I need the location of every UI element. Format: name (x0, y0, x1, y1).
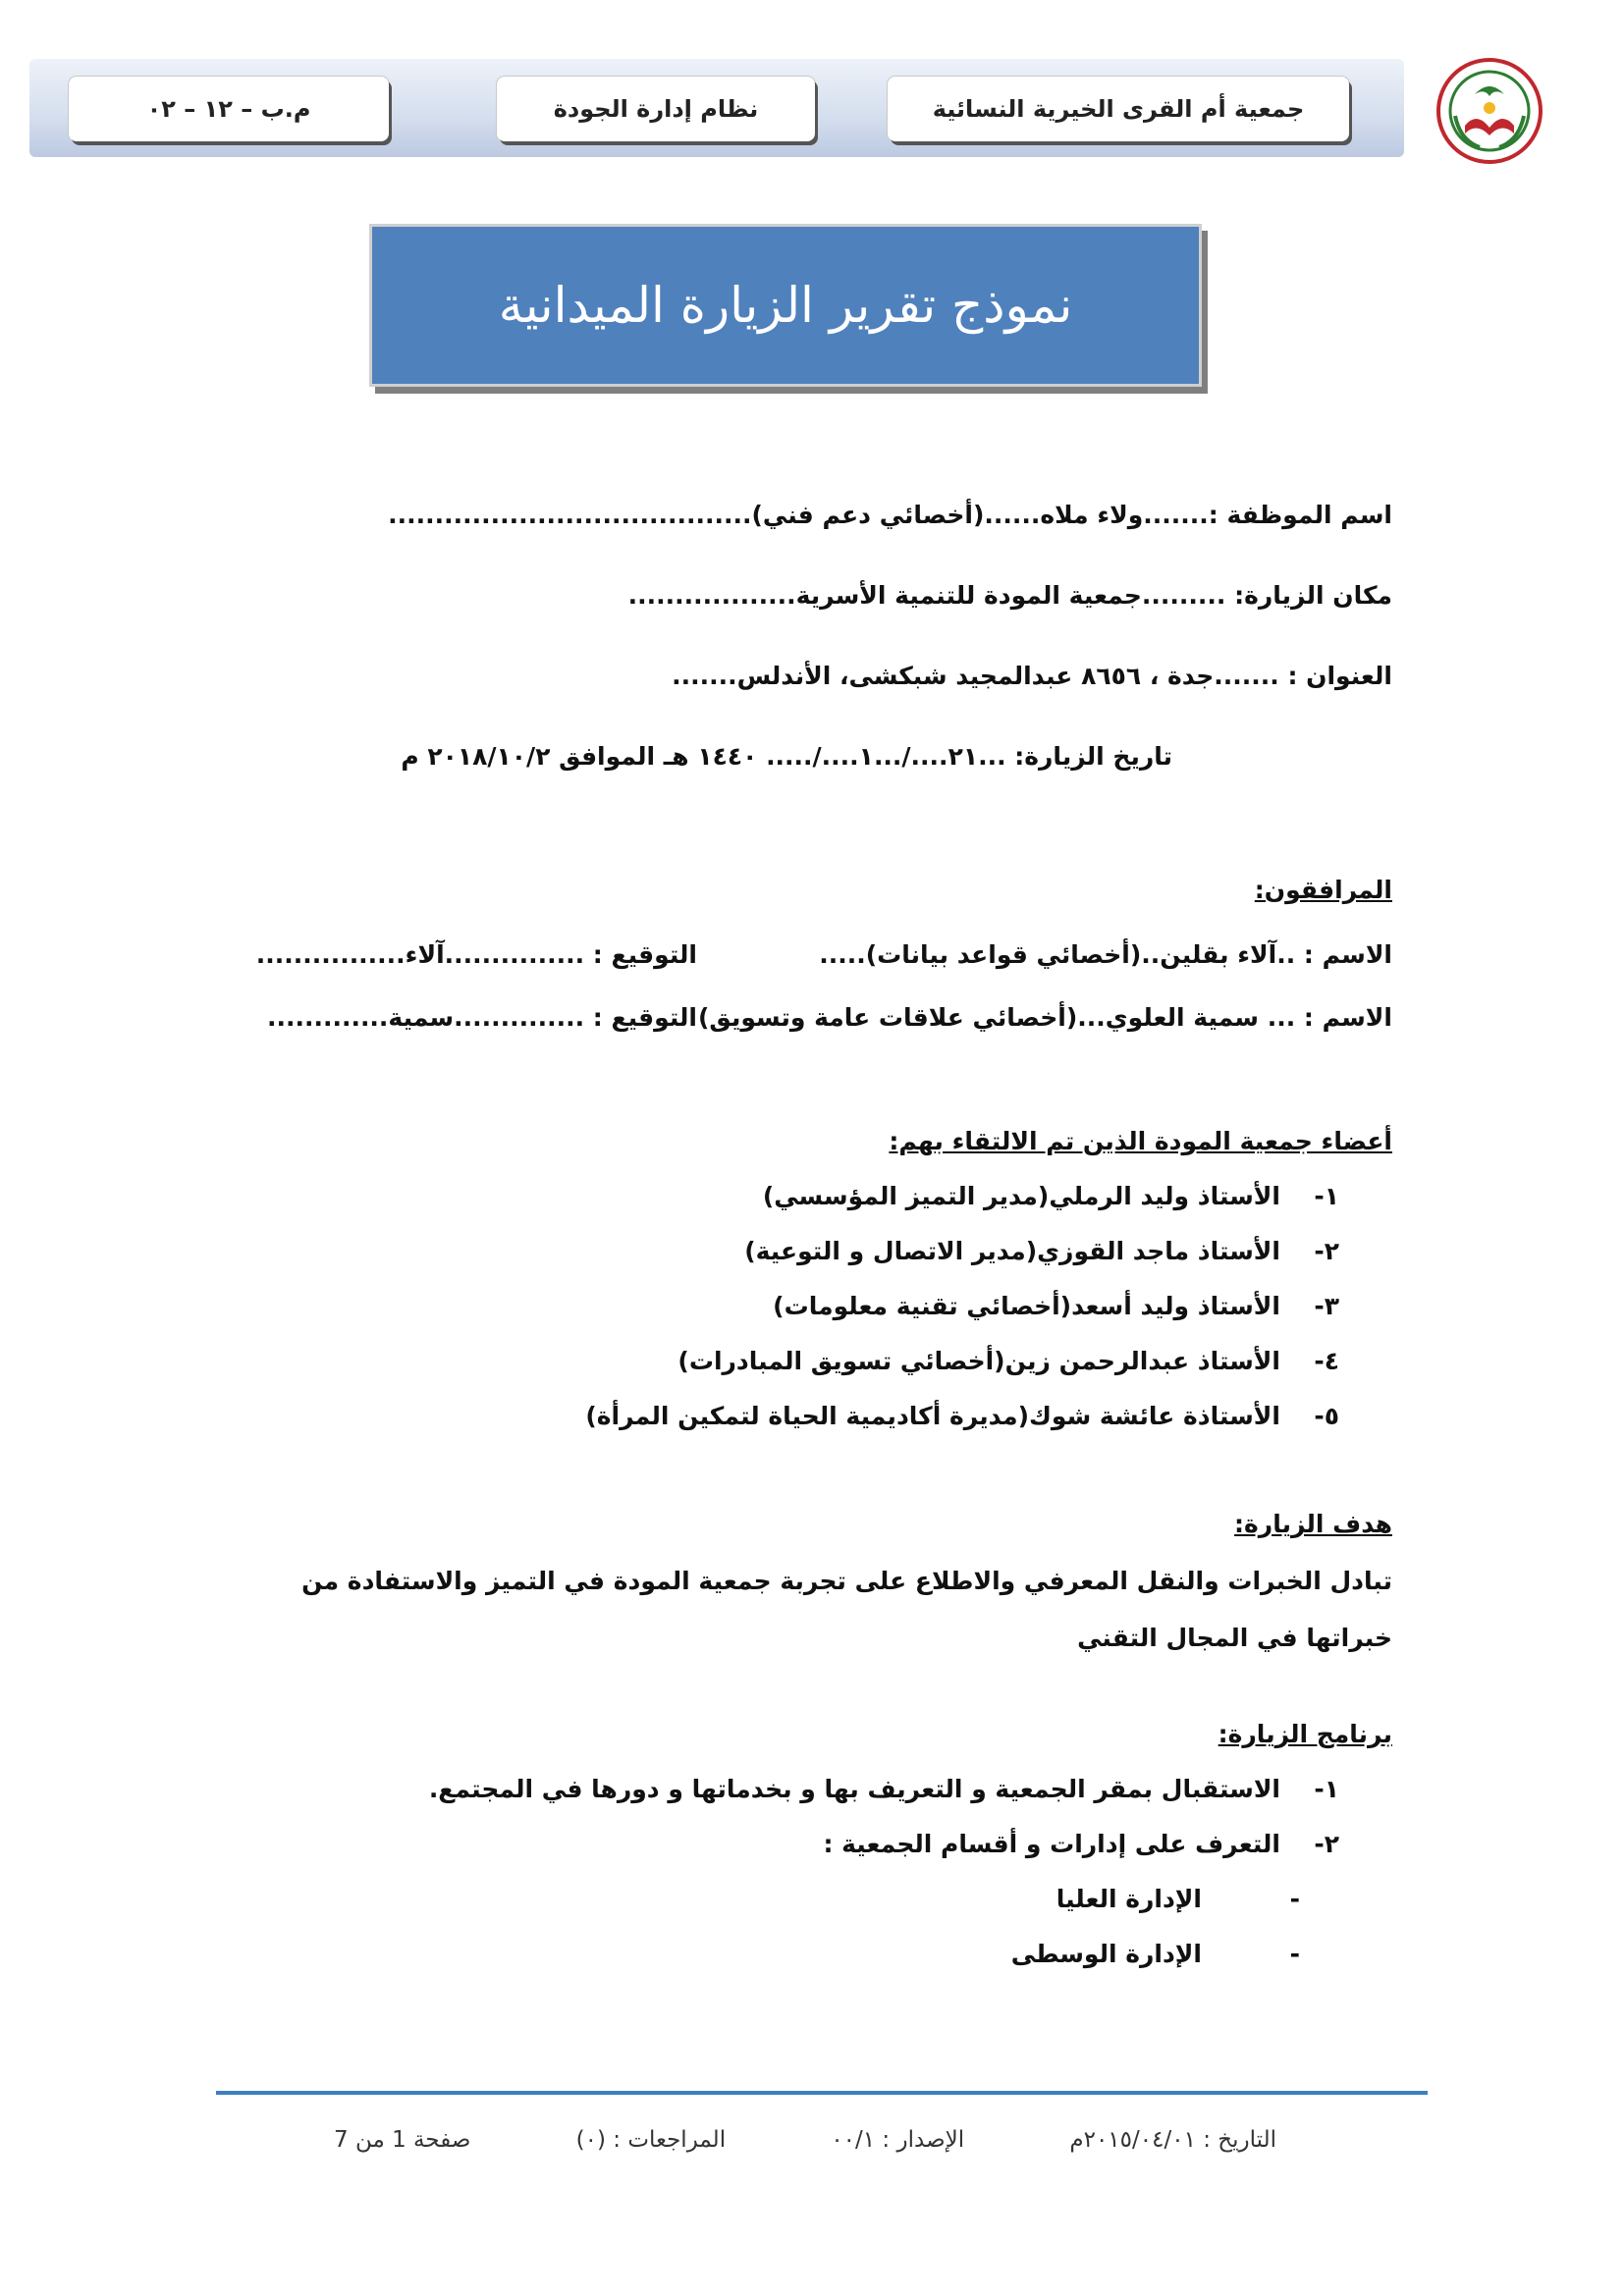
page-title: نموذج تقرير الزيارة الميدانية (369, 224, 1202, 387)
list-item (744, 1237, 1339, 1265)
footer-date: التاريخ : ٢٠١٥/٠٤/٠١م (1069, 2127, 1276, 2153)
list-text: الأستاذ وليد أسعد(أخصائي تقنية معلومات) (773, 1292, 1280, 1320)
visit-place-line: مكان الزيارة: .........جمعية المودة للتنمية الأسرية.................. (627, 581, 1392, 610)
list-text: الأستاذ ماجد القوزي(مدير الاتصال و التوعية) (744, 1237, 1280, 1265)
companion-signature: التوقيع : ..............سمية............. (266, 1003, 697, 1032)
footer (334, 2120, 1276, 2160)
members-heading: أعضاء جمعية المودة الذين تم الالتقاء بهم: (889, 1127, 1392, 1155)
org-name-box: جمعية أم القرى الخيرية النسائية (888, 77, 1349, 141)
list-text: الإدارة العليا (1056, 1885, 1202, 1913)
list-number: ١- (1314, 1182, 1339, 1210)
list-number: ٢- (1314, 1237, 1339, 1265)
list-number: ٤- (1314, 1347, 1339, 1375)
companions-heading: المرافقون: (1254, 876, 1392, 904)
footer-page-number: صفحة 1 من 7 (334, 2127, 471, 2153)
list-item (823, 1830, 1339, 1858)
list-item (677, 1347, 1339, 1375)
list-number: ١- (1314, 1775, 1339, 1803)
list-text: الأستاذة عائشة شوك(مديرة أكاديمية الحياة لتمكين المرأة) (585, 1402, 1280, 1430)
list-number: ٥- (1314, 1402, 1339, 1430)
list-dash: - (1289, 1940, 1300, 1968)
list-text: الاستقبال بمقر الجمعية و التعريف بها و بخدماتها و دورها في المجتمع. (428, 1775, 1280, 1803)
list-item (773, 1292, 1339, 1320)
goal-heading: هدف الزيارة: (1234, 1510, 1392, 1538)
footer-revisions: المراجعات : (٠) (575, 2127, 727, 2153)
list-subitem (1056, 1885, 1300, 1913)
visit-date-line: تاريخ الزيارة: ...٢١..../...١..../..... ١٤٤٠ هـ الموافق ٢٠١٨/١٠/٢ م (401, 742, 1172, 771)
list-item (763, 1182, 1339, 1210)
goal-text: تبادل الخبرات والنقل المعرفي والاطلاع على تجربة جمعية المودة في التميز والاستفادة من خبراتها في المجال التقني (301, 1567, 1392, 1652)
address-line: العنوان : .......جدة ، ٨٦٥٦ عبدالمجيد شبكشى، الأندلس....... (672, 662, 1392, 690)
list-text: الأستاذ وليد الرملي(مدير التميز المؤسسي) (762, 1182, 1280, 1210)
list-text: التعرف على إدارات و أقسام الجمعية : (823, 1830, 1280, 1858)
companion-signature: التوقيع : ...............آلاء................ (255, 940, 697, 969)
footer-rule (216, 2091, 1428, 2095)
list-number: ٣- (1314, 1292, 1339, 1320)
program-heading: برنامج الزيارة: (1218, 1720, 1392, 1748)
system-name-box: نظام إدارة الجودة (497, 77, 815, 141)
employee-line: اسم الموظفة :.......ولاء ملاه......(أخصائي دعم فني)....................................... (388, 501, 1392, 529)
list-item (429, 1775, 1339, 1803)
footer-version: الإصدار : ٠٠/١ (831, 2127, 965, 2153)
list-text: الإدارة الوسطى (1010, 1940, 1202, 1968)
list-item (585, 1402, 1339, 1430)
companion-name: الاسم : ... سمية العلوي...(أخصائي علاقات عامة وتسويق) (698, 1003, 1392, 1032)
list-number: ٢- (1314, 1830, 1339, 1858)
organization-logo (1435, 57, 1543, 165)
doc-code-box: م.ب – ١٢ – ٠٢ (69, 77, 389, 141)
list-subitem (1011, 1940, 1300, 1968)
companion-name: الاسم : ..آلاء بقلين..(أخصائي قواعد بيانات)..... (819, 940, 1392, 969)
list-text: الأستاذ عبدالرحمن زين(أخصائي تسويق المبادرات) (677, 1347, 1280, 1375)
list-dash: - (1289, 1885, 1300, 1913)
